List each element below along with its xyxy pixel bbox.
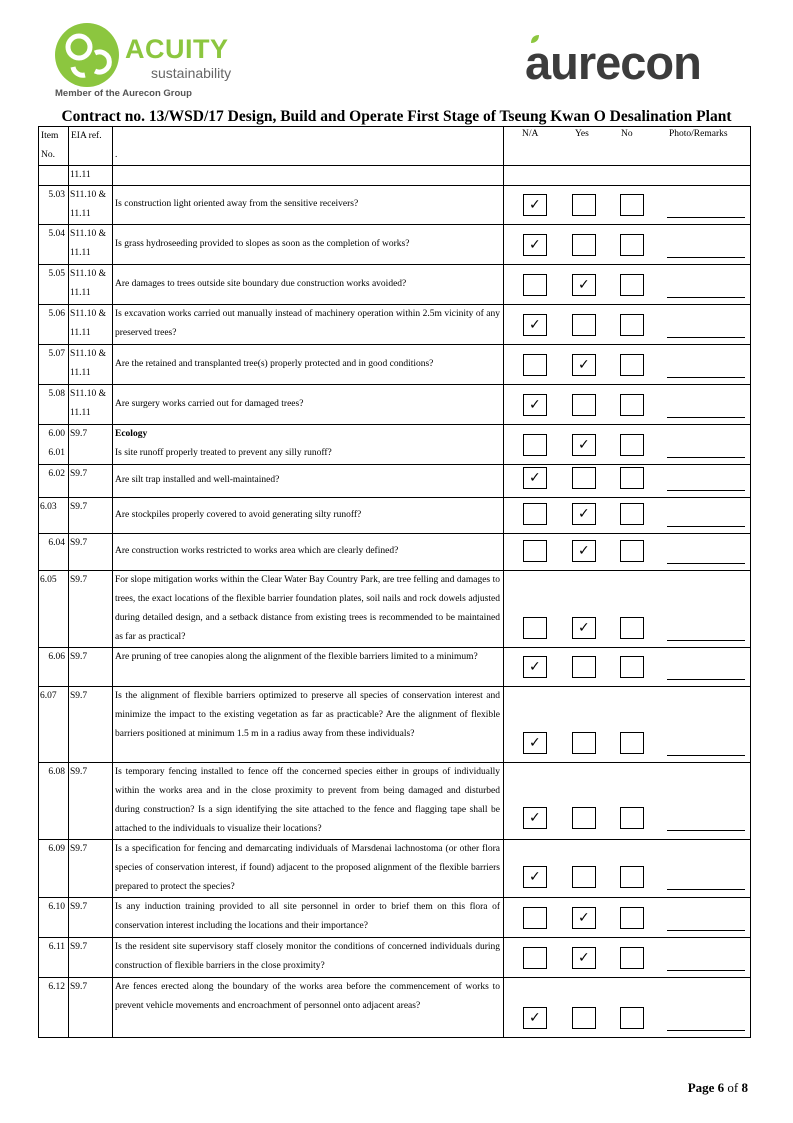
page-footer — [688, 1080, 748, 1096]
item-number: 6.10 — [48, 902, 65, 912]
eia-ref: S9.7 — [70, 538, 88, 548]
remarks-line[interactable] — [667, 297, 745, 298]
na-checkbox[interactable] — [523, 947, 547, 969]
yes-checkbox[interactable] — [572, 807, 596, 829]
checkmark-icon: ✓ — [529, 397, 541, 413]
na-checkbox[interactable] — [523, 732, 547, 754]
yes-checkbox[interactable] — [572, 467, 596, 489]
remarks-line[interactable] — [667, 970, 745, 971]
remarks-line[interactable] — [667, 457, 745, 458]
na-column-label: N/A — [522, 129, 539, 139]
item-number: 6.08 — [48, 767, 65, 777]
checklist-question: Is construction light oriented away from the sensitive receivers? — [115, 199, 359, 209]
table-row — [39, 465, 751, 498]
checkmark-icon: ✓ — [529, 659, 541, 675]
page-total: 8 — [741, 1080, 748, 1095]
table-row — [39, 898, 751, 938]
checkmark-icon: ✓ — [578, 910, 590, 926]
header-dot: . — [115, 150, 118, 160]
table-header-row — [39, 127, 751, 166]
yes-checkbox[interactable] — [572, 194, 596, 216]
no-checkbox[interactable] — [620, 194, 644, 216]
eia-ref: S11.10 & 11.11 — [70, 229, 107, 258]
yes-checkbox[interactable] — [572, 540, 596, 562]
checklist-question: Is temporary fencing installed to fence off the concerned species either in groups of individually within the works area and in the close proximity to prevent from being damaged and disturbed during construction? Is a sign identifying the site attached to the fence and flagging tape shall be attached to the individuals to visualize their locations? — [115, 767, 500, 834]
no-checkbox[interactable] — [620, 540, 644, 562]
checklist-question: Are stockpiles properly covered to avoid generating silty runoff? — [115, 509, 362, 520]
no-checkbox[interactable] — [620, 467, 644, 489]
checklist-question: Is the resident site supervisory staff closely monitor the conditions of concerned individuals during construction of flexible barriers in the close proximity? — [115, 942, 500, 971]
eia-ref: S11.10 & 11.11 — [70, 349, 107, 378]
page-number: 6 — [717, 1080, 725, 1095]
table-row — [39, 978, 751, 1038]
checkmark-icon: ✓ — [529, 237, 541, 253]
table-row — [39, 571, 751, 648]
item-number: 6.06 — [48, 652, 65, 662]
item-number: 5.05 — [48, 269, 65, 279]
yes-checkbox[interactable] — [572, 274, 596, 296]
na-checkbox[interactable] — [523, 503, 547, 525]
no-checkbox[interactable] — [620, 434, 644, 456]
answer-header — [504, 127, 751, 166]
remarks-line[interactable] — [667, 257, 745, 258]
yes-column-label: Yes — [575, 129, 589, 139]
acuity-member-text: Member of the Aurecon Group — [55, 88, 192, 99]
remarks-line[interactable] — [667, 889, 745, 890]
table-row — [39, 498, 751, 534]
contract-title: Contract no. 13/WSD/17 Design, Build and Operate First Stage of Tseung Kwan O Desalination Plant — [61, 108, 732, 125]
item-number: 6.05 — [40, 575, 57, 585]
yes-checkbox[interactable] — [572, 354, 596, 376]
table-row — [39, 345, 751, 385]
checklist-question: Is site runoff properly treated to prevent any silly runoff? — [115, 448, 332, 458]
checklist-question: Is the alignment of flexible barriers optimized to preserve all species of conservation interest and minimize the impact to the existing vegetation as far as practicable? Are the alignment of flexible barriers positioned at minimum 1.5 m in a radius away from these individuals? — [115, 691, 500, 739]
question-header — [113, 127, 504, 166]
remarks-line[interactable] — [667, 930, 745, 931]
item-number: 6.12 — [48, 982, 65, 992]
item-number: 6.00 — [48, 429, 65, 439]
eia-ref: S11.10 & 11.11 — [70, 190, 107, 219]
yes-checkbox[interactable] — [572, 732, 596, 754]
item-header — [39, 127, 69, 166]
eia-ref: S9.7 — [70, 652, 88, 662]
acuity-tagline: sustainability — [151, 65, 232, 81]
checklist-question: For slope mitigation works within the Clear Water Bay Country Park, are tree felling and damages to trees, the exact locations of the flexible barrier foundation plates, soil nails and rock dowels adjusted during detailed design, and a setback distance from existing trees is recommended to be maintained as far as practical? — [115, 575, 500, 642]
checkmark-icon: ✓ — [529, 1010, 541, 1026]
carry-ref: 11.11 — [70, 170, 91, 180]
checklist-table — [38, 126, 751, 1038]
no-checkbox[interactable] — [620, 656, 644, 678]
remarks-line[interactable] — [667, 417, 745, 418]
table-row — [39, 225, 751, 265]
yes-checkbox[interactable] — [572, 234, 596, 256]
na-checkbox[interactable] — [523, 434, 547, 456]
eia-ref: S9.7 — [70, 982, 88, 992]
checklist-question: Are pruning of tree canopies along the alignment of the flexible barriers limited to a minimum? — [115, 652, 478, 662]
remarks-line[interactable] — [667, 640, 745, 641]
item-number: 6.02 — [48, 469, 65, 479]
table-row — [39, 305, 751, 345]
na-checkbox[interactable] — [523, 314, 547, 336]
item-number: 6.09 — [48, 844, 65, 854]
item-no-label: No. — [41, 150, 55, 160]
no-checkbox[interactable] — [620, 1007, 644, 1029]
item-number: 5.04 — [48, 229, 65, 239]
na-checkbox[interactable] — [523, 807, 547, 829]
na-checkbox[interactable] — [523, 194, 547, 216]
checklist-question: Is excavation works carried out manually instead of machinery operation within 2.5m vicinity of any preserved trees? — [115, 309, 500, 338]
yes-checkbox[interactable] — [572, 907, 596, 929]
checklist-question: Are the retained and transplanted tree(s) properly protected and in good conditions? — [115, 358, 434, 369]
na-checkbox[interactable] — [523, 617, 547, 639]
table-row — [39, 763, 751, 840]
aurecon-logo — [525, 38, 740, 88]
remarks-line[interactable] — [667, 337, 745, 338]
remarks-column-label: Photo/Remarks — [669, 129, 728, 139]
eia-ref: S9.7 — [70, 844, 88, 854]
eia-ref: S11.10 & 11.11 — [70, 269, 107, 298]
remarks-line[interactable] — [667, 1030, 745, 1031]
no-checkbox[interactable] — [620, 866, 644, 888]
checkmark-icon: ✓ — [578, 950, 590, 966]
no-checkbox[interactable] — [620, 617, 644, 639]
checklist-question: Is grass hydroseeding provided to slopes as soon as the completion of works? — [115, 238, 410, 249]
na-checkbox[interactable] — [523, 907, 547, 929]
na-checkbox[interactable] — [523, 866, 547, 888]
eia-ref: S9.7 — [70, 469, 88, 479]
na-checkbox[interactable] — [523, 274, 547, 296]
eia-ref: S9.7 — [70, 942, 88, 952]
checklist-question: Are construction works restricted to works area which are clearly defined? — [115, 546, 399, 556]
checkmark-icon: ✓ — [529, 317, 541, 333]
yes-checkbox[interactable] — [572, 656, 596, 678]
no-checkbox[interactable] — [620, 907, 644, 929]
checklist-question: Is a specification for fencing and demarcating individuals of Marsdenai lachnostoma (or other flora species of conservation interest, if found) adjacent to the proposed alignment of the flexible barriers prepared to protect the species? — [115, 844, 500, 892]
yes-checkbox[interactable] — [572, 314, 596, 336]
checkmark-icon: ✓ — [578, 277, 590, 293]
item-label: Item — [41, 131, 59, 141]
item-number: 6.03 — [40, 502, 57, 512]
no-column-label: No — [621, 129, 633, 139]
na-checkbox[interactable] — [523, 354, 547, 376]
table-row — [39, 840, 751, 898]
item-number: 6.01 — [48, 448, 65, 458]
eia-ref: S11.10 & 11.11 — [70, 309, 107, 338]
table-row — [39, 186, 751, 225]
item-number: 5.08 — [48, 389, 65, 399]
checkmark-icon: ✓ — [529, 735, 541, 751]
na-checkbox[interactable] — [523, 467, 547, 489]
na-checkbox[interactable] — [523, 394, 547, 416]
table-row — [39, 648, 751, 687]
carry-over-row — [39, 166, 751, 186]
remarks-line[interactable] — [667, 377, 745, 378]
page-of-label: of — [727, 1080, 739, 1095]
yes-checkbox[interactable] — [572, 617, 596, 639]
yes-checkbox[interactable] — [572, 1007, 596, 1029]
checkmark-icon: ✓ — [578, 437, 590, 453]
remarks-line[interactable] — [667, 755, 745, 756]
eia-ref: S9.7 — [70, 691, 88, 701]
checklist-question: Are damages to trees outside site boundary due construction works avoided? — [115, 278, 407, 289]
no-checkbox[interactable] — [620, 947, 644, 969]
acuity-logo-mark — [55, 23, 119, 87]
table-row — [39, 385, 751, 425]
eia-ref: S9.7 — [70, 767, 88, 777]
no-checkbox[interactable] — [620, 732, 644, 754]
table-row — [39, 265, 751, 305]
checkmark-icon: ✓ — [578, 506, 590, 522]
no-checkbox[interactable] — [620, 807, 644, 829]
no-checkbox[interactable] — [620, 234, 644, 256]
yes-checkbox[interactable] — [572, 503, 596, 525]
no-checkbox[interactable] — [620, 314, 644, 336]
eia-ref: S9.7 — [70, 429, 88, 439]
no-checkbox[interactable] — [620, 274, 644, 296]
no-checkbox[interactable] — [620, 503, 644, 525]
no-checkbox[interactable] — [620, 354, 644, 376]
table-row — [39, 938, 751, 978]
section-heading: Ecology — [115, 429, 148, 439]
checkmark-icon: ✓ — [529, 197, 541, 213]
yes-checkbox[interactable] — [572, 947, 596, 969]
no-checkbox[interactable] — [620, 394, 644, 416]
na-checkbox[interactable] — [523, 1007, 547, 1029]
na-checkbox[interactable] — [523, 234, 547, 256]
item-number: 5.03 — [48, 190, 65, 200]
remarks-line[interactable] — [667, 679, 745, 680]
item-number: 6.11 — [48, 942, 65, 952]
yes-checkbox[interactable] — [572, 866, 596, 888]
item-number: 6.04 — [48, 538, 65, 548]
checkmark-icon: ✓ — [578, 357, 590, 373]
table-row — [39, 534, 751, 571]
checkmark-icon: ✓ — [529, 810, 541, 826]
eia-ref: S11.10 & 11.11 — [70, 389, 107, 418]
ref-header — [69, 127, 113, 166]
checkmark-icon: ✓ — [529, 470, 541, 486]
remarks-line[interactable] — [667, 830, 745, 831]
remarks-line[interactable] — [667, 490, 745, 491]
remarks-line[interactable] — [667, 526, 745, 527]
yes-checkbox[interactable] — [572, 434, 596, 456]
item-number: 6.07 — [40, 691, 57, 701]
ref-label: EIA ref. — [71, 131, 102, 141]
eia-ref: S9.7 — [70, 502, 88, 512]
aurecon-wordmark: aurecon — [525, 36, 701, 89]
item-number: 5.06 — [48, 309, 65, 319]
eia-ref: S9.7 — [70, 902, 88, 912]
checklist-question: Are surgery works carried out for damaged trees? — [115, 398, 304, 409]
remarks-line[interactable] — [667, 563, 745, 564]
checklist-question: Are silt trap installed and well-maintained? — [115, 475, 280, 485]
acuity-name: ACUITY — [125, 34, 229, 64]
page-label: Page — [687, 1080, 715, 1095]
checklist-question: Is any induction training provided to all site personnel in order to brief them on this flora of conservation interest including the locations and their importance? — [115, 902, 500, 931]
item-number: 5.07 — [48, 349, 65, 359]
remarks-line[interactable] — [667, 217, 745, 218]
checkmark-icon: ✓ — [529, 869, 541, 885]
table-row — [39, 687, 751, 763]
checkmark-icon: ✓ — [578, 543, 590, 559]
na-checkbox[interactable] — [523, 656, 547, 678]
checkmark-icon: ✓ — [578, 620, 590, 636]
eia-ref: S9.7 — [70, 575, 88, 585]
table-row — [39, 425, 751, 465]
checklist-question: Are fences erected along the boundary of the works area before the commencement of works to prevent vehicle movements and encroachment of personnel onto adjacent areas? — [115, 982, 500, 1011]
na-checkbox[interactable] — [523, 540, 547, 562]
yes-checkbox[interactable] — [572, 394, 596, 416]
